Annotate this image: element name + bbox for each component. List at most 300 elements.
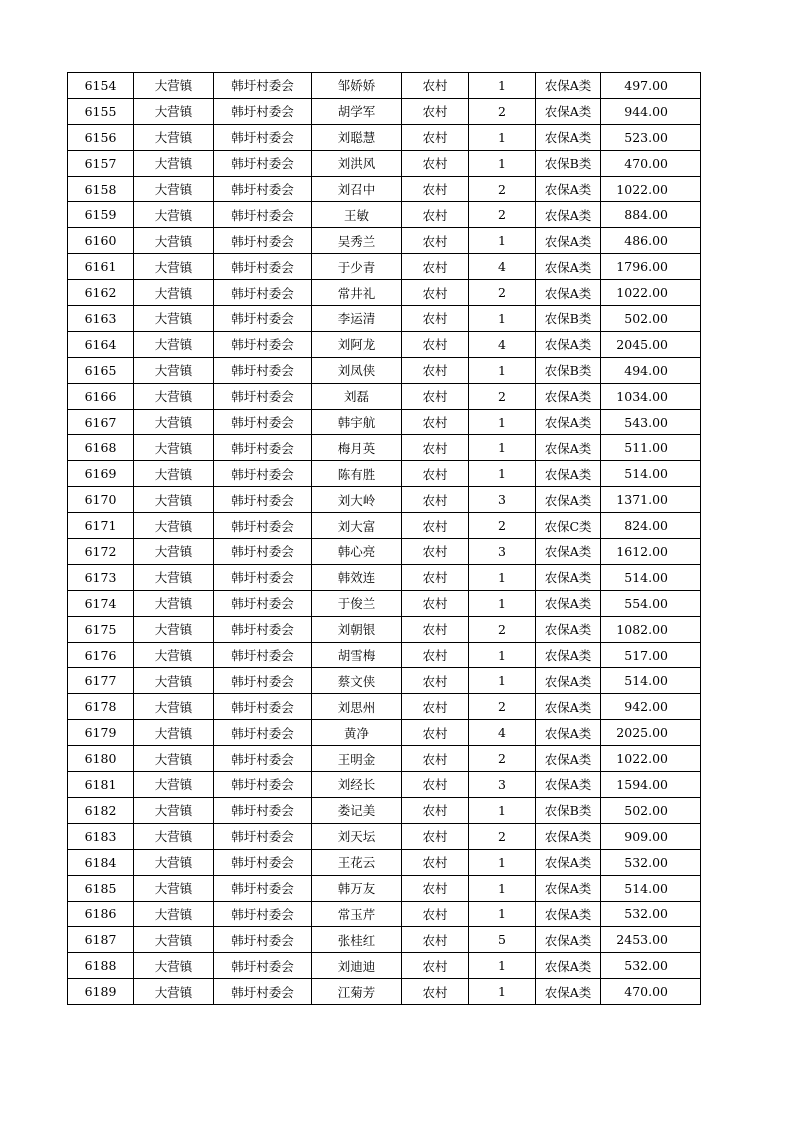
table-row — [68, 901, 701, 927]
cell-amount: 1371.00 — [601, 487, 701, 513]
cell-village-committee: 韩圩村委会 — [214, 98, 312, 124]
cell-area-type: 农村 — [402, 228, 469, 254]
cell-person-name: 刘凤侠 — [312, 357, 402, 383]
cell-person-name: 王花云 — [312, 849, 402, 875]
cell-household-count: 1 — [469, 953, 536, 979]
cell-person-name: 韩效连 — [312, 564, 402, 590]
cell-household-count: 2 — [469, 383, 536, 409]
cell-village-committee: 韩圩村委会 — [214, 616, 312, 642]
cell-amount: 514.00 — [601, 461, 701, 487]
cell-village-committee: 韩圩村委会 — [214, 280, 312, 306]
cell-person-name: 王敏 — [312, 202, 402, 228]
cell-amount: 514.00 — [601, 668, 701, 694]
cell-category: 农保B类 — [536, 797, 601, 823]
cell-town: 大营镇 — [134, 901, 214, 927]
cell-town: 大营镇 — [134, 461, 214, 487]
table-row — [68, 746, 701, 772]
cell-amount: 1034.00 — [601, 383, 701, 409]
cell-category: 农保B类 — [536, 306, 601, 332]
cell-village-committee: 韩圩村委会 — [214, 383, 312, 409]
cell-amount: 824.00 — [601, 513, 701, 539]
cell-amount: 532.00 — [601, 953, 701, 979]
cell-category: 农保A类 — [536, 487, 601, 513]
cell-sequence-number: 6173 — [68, 564, 134, 590]
cell-area-type: 农村 — [402, 875, 469, 901]
cell-household-count: 2 — [469, 513, 536, 539]
cell-household-count: 2 — [469, 176, 536, 202]
cell-town: 大营镇 — [134, 383, 214, 409]
cell-amount: 502.00 — [601, 797, 701, 823]
cell-category: 农保A类 — [536, 98, 601, 124]
cell-sequence-number: 6160 — [68, 228, 134, 254]
cell-person-name: 常玉芹 — [312, 901, 402, 927]
cell-category: 农保A类 — [536, 254, 601, 280]
table-row — [68, 953, 701, 979]
cell-amount: 1594.00 — [601, 772, 701, 798]
cell-category: 农保A类 — [536, 746, 601, 772]
cell-category: 农保A类 — [536, 564, 601, 590]
cell-town: 大营镇 — [134, 280, 214, 306]
cell-area-type: 农村 — [402, 383, 469, 409]
cell-category: 农保A类 — [536, 435, 601, 461]
cell-household-count: 1 — [469, 150, 536, 176]
cell-household-count: 5 — [469, 927, 536, 953]
cell-town: 大营镇 — [134, 150, 214, 176]
cell-village-committee: 韩圩村委会 — [214, 254, 312, 280]
cell-sequence-number: 6189 — [68, 979, 134, 1005]
cell-person-name: 邹娇娇 — [312, 73, 402, 99]
cell-sequence-number: 6157 — [68, 150, 134, 176]
cell-town: 大营镇 — [134, 797, 214, 823]
cell-amount: 1022.00 — [601, 176, 701, 202]
cell-area-type: 农村 — [402, 927, 469, 953]
cell-amount: 1022.00 — [601, 280, 701, 306]
cell-sequence-number: 6179 — [68, 720, 134, 746]
cell-village-committee: 韩圩村委会 — [214, 746, 312, 772]
cell-household-count: 2 — [469, 746, 536, 772]
cell-household-count: 4 — [469, 720, 536, 746]
cell-person-name: 刘磊 — [312, 383, 402, 409]
table-row — [68, 228, 701, 254]
cell-area-type: 农村 — [402, 98, 469, 124]
cell-category: 农保A类 — [536, 539, 601, 565]
cell-area-type: 农村 — [402, 772, 469, 798]
table-row — [68, 176, 701, 202]
cell-household-count: 1 — [469, 797, 536, 823]
table-row — [68, 383, 701, 409]
cell-sequence-number: 6187 — [68, 927, 134, 953]
cell-amount: 1082.00 — [601, 616, 701, 642]
cell-town: 大营镇 — [134, 73, 214, 99]
cell-amount: 523.00 — [601, 124, 701, 150]
cell-village-committee: 韩圩村委会 — [214, 772, 312, 798]
cell-amount: 2045.00 — [601, 331, 701, 357]
cell-category: 农保A类 — [536, 927, 601, 953]
table-row — [68, 694, 701, 720]
cell-village-committee: 韩圩村委会 — [214, 487, 312, 513]
cell-town: 大营镇 — [134, 435, 214, 461]
cell-village-committee: 韩圩村委会 — [214, 590, 312, 616]
cell-household-count: 2 — [469, 98, 536, 124]
cell-area-type: 农村 — [402, 487, 469, 513]
cell-town: 大营镇 — [134, 409, 214, 435]
cell-person-name: 江菊芳 — [312, 979, 402, 1005]
cell-household-count: 3 — [469, 539, 536, 565]
benefit-roster-table — [67, 72, 701, 1005]
cell-amount: 942.00 — [601, 694, 701, 720]
cell-area-type: 农村 — [402, 823, 469, 849]
cell-village-committee: 韩圩村委会 — [214, 228, 312, 254]
cell-area-type: 农村 — [402, 746, 469, 772]
cell-area-type: 农村 — [402, 73, 469, 99]
cell-area-type: 农村 — [402, 409, 469, 435]
cell-area-type: 农村 — [402, 461, 469, 487]
table-row — [68, 875, 701, 901]
cell-town: 大营镇 — [134, 953, 214, 979]
cell-category: 农保A类 — [536, 280, 601, 306]
cell-amount: 486.00 — [601, 228, 701, 254]
cell-area-type: 农村 — [402, 668, 469, 694]
cell-category: 农保B类 — [536, 150, 601, 176]
cell-sequence-number: 6167 — [68, 409, 134, 435]
cell-household-count: 2 — [469, 694, 536, 720]
cell-sequence-number: 6183 — [68, 823, 134, 849]
cell-area-type: 农村 — [402, 435, 469, 461]
cell-area-type: 农村 — [402, 797, 469, 823]
cell-category: 农保A类 — [536, 202, 601, 228]
table-row — [68, 720, 701, 746]
table-row — [68, 539, 701, 565]
cell-category: 农保A类 — [536, 383, 601, 409]
cell-category: 农保A类 — [536, 823, 601, 849]
table-row — [68, 150, 701, 176]
cell-area-type: 农村 — [402, 254, 469, 280]
cell-household-count: 2 — [469, 616, 536, 642]
cell-sequence-number: 6174 — [68, 590, 134, 616]
cell-person-name: 韩万友 — [312, 875, 402, 901]
cell-village-committee: 韩圩村委会 — [214, 694, 312, 720]
cell-village-committee: 韩圩村委会 — [214, 849, 312, 875]
cell-sequence-number: 6178 — [68, 694, 134, 720]
cell-area-type: 农村 — [402, 306, 469, 332]
cell-sequence-number: 6164 — [68, 331, 134, 357]
cell-sequence-number: 6186 — [68, 901, 134, 927]
cell-sequence-number: 6184 — [68, 849, 134, 875]
cell-amount: 517.00 — [601, 642, 701, 668]
cell-sequence-number: 6175 — [68, 616, 134, 642]
cell-village-committee: 韩圩村委会 — [214, 176, 312, 202]
cell-category: 农保A类 — [536, 228, 601, 254]
cell-sequence-number: 6177 — [68, 668, 134, 694]
cell-amount: 470.00 — [601, 979, 701, 1005]
cell-amount: 494.00 — [601, 357, 701, 383]
cell-person-name: 胡学军 — [312, 98, 402, 124]
cell-amount: 532.00 — [601, 849, 701, 875]
cell-village-committee: 韩圩村委会 — [214, 797, 312, 823]
cell-sequence-number: 6176 — [68, 642, 134, 668]
cell-village-committee: 韩圩村委会 — [214, 409, 312, 435]
cell-town: 大营镇 — [134, 849, 214, 875]
cell-amount: 502.00 — [601, 306, 701, 332]
cell-household-count: 1 — [469, 590, 536, 616]
table-row — [68, 409, 701, 435]
cell-amount: 2025.00 — [601, 720, 701, 746]
cell-category: 农保A类 — [536, 73, 601, 99]
cell-category: 农保A类 — [536, 901, 601, 927]
cell-town: 大营镇 — [134, 487, 214, 513]
cell-household-count: 1 — [469, 461, 536, 487]
cell-amount: 514.00 — [601, 875, 701, 901]
table-row — [68, 772, 701, 798]
cell-household-count: 1 — [469, 642, 536, 668]
table-row — [68, 564, 701, 590]
cell-town: 大营镇 — [134, 254, 214, 280]
cell-area-type: 农村 — [402, 901, 469, 927]
cell-category: 农保A类 — [536, 409, 601, 435]
cell-sequence-number: 6171 — [68, 513, 134, 539]
cell-village-committee: 韩圩村委会 — [214, 150, 312, 176]
cell-village-committee: 韩圩村委会 — [214, 979, 312, 1005]
cell-area-type: 农村 — [402, 642, 469, 668]
table-row — [68, 487, 701, 513]
cell-town: 大营镇 — [134, 823, 214, 849]
cell-amount: 2453.00 — [601, 927, 701, 953]
cell-village-committee: 韩圩村委会 — [214, 435, 312, 461]
cell-area-type: 农村 — [402, 357, 469, 383]
cell-person-name: 刘迪迪 — [312, 953, 402, 979]
cell-town: 大营镇 — [134, 590, 214, 616]
cell-area-type: 农村 — [402, 564, 469, 590]
cell-town: 大营镇 — [134, 746, 214, 772]
table-row — [68, 435, 701, 461]
cell-household-count: 1 — [469, 875, 536, 901]
cell-amount: 1796.00 — [601, 254, 701, 280]
cell-sequence-number: 6188 — [68, 953, 134, 979]
cell-person-name: 刘洪风 — [312, 150, 402, 176]
cell-person-name: 刘朝银 — [312, 616, 402, 642]
cell-household-count: 1 — [469, 564, 536, 590]
cell-person-name: 刘大富 — [312, 513, 402, 539]
cell-town: 大营镇 — [134, 228, 214, 254]
cell-village-committee: 韩圩村委会 — [214, 875, 312, 901]
cell-town: 大营镇 — [134, 357, 214, 383]
cell-town: 大营镇 — [134, 513, 214, 539]
table-row — [68, 797, 701, 823]
cell-sequence-number: 6159 — [68, 202, 134, 228]
cell-category: 农保A类 — [536, 875, 601, 901]
cell-category: 农保A类 — [536, 694, 601, 720]
cell-household-count: 2 — [469, 280, 536, 306]
table-row — [68, 357, 701, 383]
cell-person-name: 胡雪梅 — [312, 642, 402, 668]
cell-village-committee: 韩圩村委会 — [214, 357, 312, 383]
cell-area-type: 农村 — [402, 331, 469, 357]
cell-area-type: 农村 — [402, 849, 469, 875]
cell-household-count: 3 — [469, 772, 536, 798]
cell-amount: 884.00 — [601, 202, 701, 228]
cell-area-type: 农村 — [402, 953, 469, 979]
cell-person-name: 常井礼 — [312, 280, 402, 306]
cell-sequence-number: 6155 — [68, 98, 134, 124]
cell-person-name: 吴秀兰 — [312, 228, 402, 254]
cell-village-committee: 韩圩村委会 — [214, 642, 312, 668]
cell-sequence-number: 6162 — [68, 280, 134, 306]
cell-category: 农保A类 — [536, 124, 601, 150]
cell-area-type: 农村 — [402, 202, 469, 228]
cell-category: 农保A类 — [536, 668, 601, 694]
cell-village-committee: 韩圩村委会 — [214, 539, 312, 565]
cell-category: 农保A类 — [536, 642, 601, 668]
cell-category: 农保C类 — [536, 513, 601, 539]
cell-village-committee: 韩圩村委会 — [214, 73, 312, 99]
cell-village-committee: 韩圩村委会 — [214, 461, 312, 487]
cell-town: 大营镇 — [134, 306, 214, 332]
cell-sequence-number: 6170 — [68, 487, 134, 513]
cell-town: 大营镇 — [134, 668, 214, 694]
cell-amount: 532.00 — [601, 901, 701, 927]
cell-town: 大营镇 — [134, 979, 214, 1005]
cell-category: 农保B类 — [536, 357, 601, 383]
cell-category: 农保A类 — [536, 616, 601, 642]
table-row — [68, 668, 701, 694]
cell-person-name: 娄记美 — [312, 797, 402, 823]
cell-village-committee: 韩圩村委会 — [214, 953, 312, 979]
cell-area-type: 农村 — [402, 124, 469, 150]
cell-sequence-number: 6166 — [68, 383, 134, 409]
table-row — [68, 979, 701, 1005]
cell-sequence-number: 6169 — [68, 461, 134, 487]
cell-person-name: 于俊兰 — [312, 590, 402, 616]
cell-amount: 944.00 — [601, 98, 701, 124]
cell-sequence-number: 6154 — [68, 73, 134, 99]
table-row — [68, 823, 701, 849]
cell-area-type: 农村 — [402, 280, 469, 306]
cell-amount: 1022.00 — [601, 746, 701, 772]
cell-category: 农保A类 — [536, 331, 601, 357]
cell-sequence-number: 6161 — [68, 254, 134, 280]
cell-person-name: 刘阿龙 — [312, 331, 402, 357]
cell-town: 大营镇 — [134, 875, 214, 901]
cell-village-committee: 韩圩村委会 — [214, 306, 312, 332]
cell-household-count: 1 — [469, 901, 536, 927]
cell-sequence-number: 6163 — [68, 306, 134, 332]
cell-sequence-number: 6158 — [68, 176, 134, 202]
cell-household-count: 1 — [469, 849, 536, 875]
cell-town: 大营镇 — [134, 616, 214, 642]
cell-village-committee: 韩圩村委会 — [214, 901, 312, 927]
table-row — [68, 73, 701, 99]
cell-amount: 543.00 — [601, 409, 701, 435]
cell-village-committee: 韩圩村委会 — [214, 331, 312, 357]
cell-person-name: 梅月英 — [312, 435, 402, 461]
cell-village-committee: 韩圩村委会 — [214, 202, 312, 228]
cell-sequence-number: 6182 — [68, 797, 134, 823]
cell-amount: 554.00 — [601, 590, 701, 616]
table-row — [68, 280, 701, 306]
cell-category: 农保A类 — [536, 953, 601, 979]
cell-household-count: 4 — [469, 331, 536, 357]
cell-area-type: 农村 — [402, 176, 469, 202]
cell-household-count: 1 — [469, 357, 536, 383]
cell-person-name: 韩心亮 — [312, 539, 402, 565]
table-body — [68, 73, 701, 1005]
cell-area-type: 农村 — [402, 513, 469, 539]
cell-household-count: 1 — [469, 306, 536, 332]
table-row — [68, 202, 701, 228]
cell-sequence-number: 6172 — [68, 539, 134, 565]
cell-category: 农保A类 — [536, 979, 601, 1005]
cell-sequence-number: 6168 — [68, 435, 134, 461]
cell-town: 大营镇 — [134, 642, 214, 668]
cell-area-type: 农村 — [402, 590, 469, 616]
cell-town: 大营镇 — [134, 176, 214, 202]
cell-person-name: 刘大岭 — [312, 487, 402, 513]
cell-amount: 470.00 — [601, 150, 701, 176]
cell-area-type: 农村 — [402, 720, 469, 746]
cell-household-count: 1 — [469, 409, 536, 435]
cell-amount: 514.00 — [601, 564, 701, 590]
table-row — [68, 461, 701, 487]
cell-village-committee: 韩圩村委会 — [214, 124, 312, 150]
cell-village-committee: 韩圩村委会 — [214, 927, 312, 953]
cell-area-type: 农村 — [402, 616, 469, 642]
cell-household-count: 1 — [469, 979, 536, 1005]
cell-town: 大营镇 — [134, 694, 214, 720]
cell-town: 大营镇 — [134, 927, 214, 953]
cell-person-name: 黄净 — [312, 720, 402, 746]
table-row — [68, 927, 701, 953]
cell-village-committee: 韩圩村委会 — [214, 564, 312, 590]
table-row — [68, 331, 701, 357]
cell-sequence-number: 6156 — [68, 124, 134, 150]
cell-town: 大营镇 — [134, 539, 214, 565]
cell-household-count: 1 — [469, 124, 536, 150]
table-row — [68, 616, 701, 642]
cell-area-type: 农村 — [402, 694, 469, 720]
cell-household-count: 1 — [469, 435, 536, 461]
cell-person-name: 于少青 — [312, 254, 402, 280]
cell-household-count: 2 — [469, 823, 536, 849]
cell-village-committee: 韩圩村委会 — [214, 668, 312, 694]
cell-village-committee: 韩圩村委会 — [214, 720, 312, 746]
cell-household-count: 1 — [469, 73, 536, 99]
cell-town: 大营镇 — [134, 564, 214, 590]
cell-town: 大营镇 — [134, 720, 214, 746]
table-row — [68, 513, 701, 539]
cell-area-type: 农村 — [402, 539, 469, 565]
cell-village-committee: 韩圩村委会 — [214, 823, 312, 849]
cell-person-name: 刘思州 — [312, 694, 402, 720]
cell-area-type: 农村 — [402, 150, 469, 176]
cell-person-name: 王明金 — [312, 746, 402, 772]
cell-town: 大营镇 — [134, 98, 214, 124]
cell-household-count: 1 — [469, 668, 536, 694]
cell-person-name: 刘天坛 — [312, 823, 402, 849]
cell-person-name: 韩宇航 — [312, 409, 402, 435]
cell-amount: 909.00 — [601, 823, 701, 849]
cell-person-name: 刘召中 — [312, 176, 402, 202]
cell-person-name: 蔡文侠 — [312, 668, 402, 694]
cell-town: 大营镇 — [134, 124, 214, 150]
cell-category: 农保A类 — [536, 720, 601, 746]
cell-category: 农保A类 — [536, 176, 601, 202]
table-row — [68, 642, 701, 668]
cell-person-name: 刘聪慧 — [312, 124, 402, 150]
cell-household-count: 3 — [469, 487, 536, 513]
cell-household-count: 1 — [469, 228, 536, 254]
cell-amount: 1612.00 — [601, 539, 701, 565]
cell-category: 农保A类 — [536, 849, 601, 875]
